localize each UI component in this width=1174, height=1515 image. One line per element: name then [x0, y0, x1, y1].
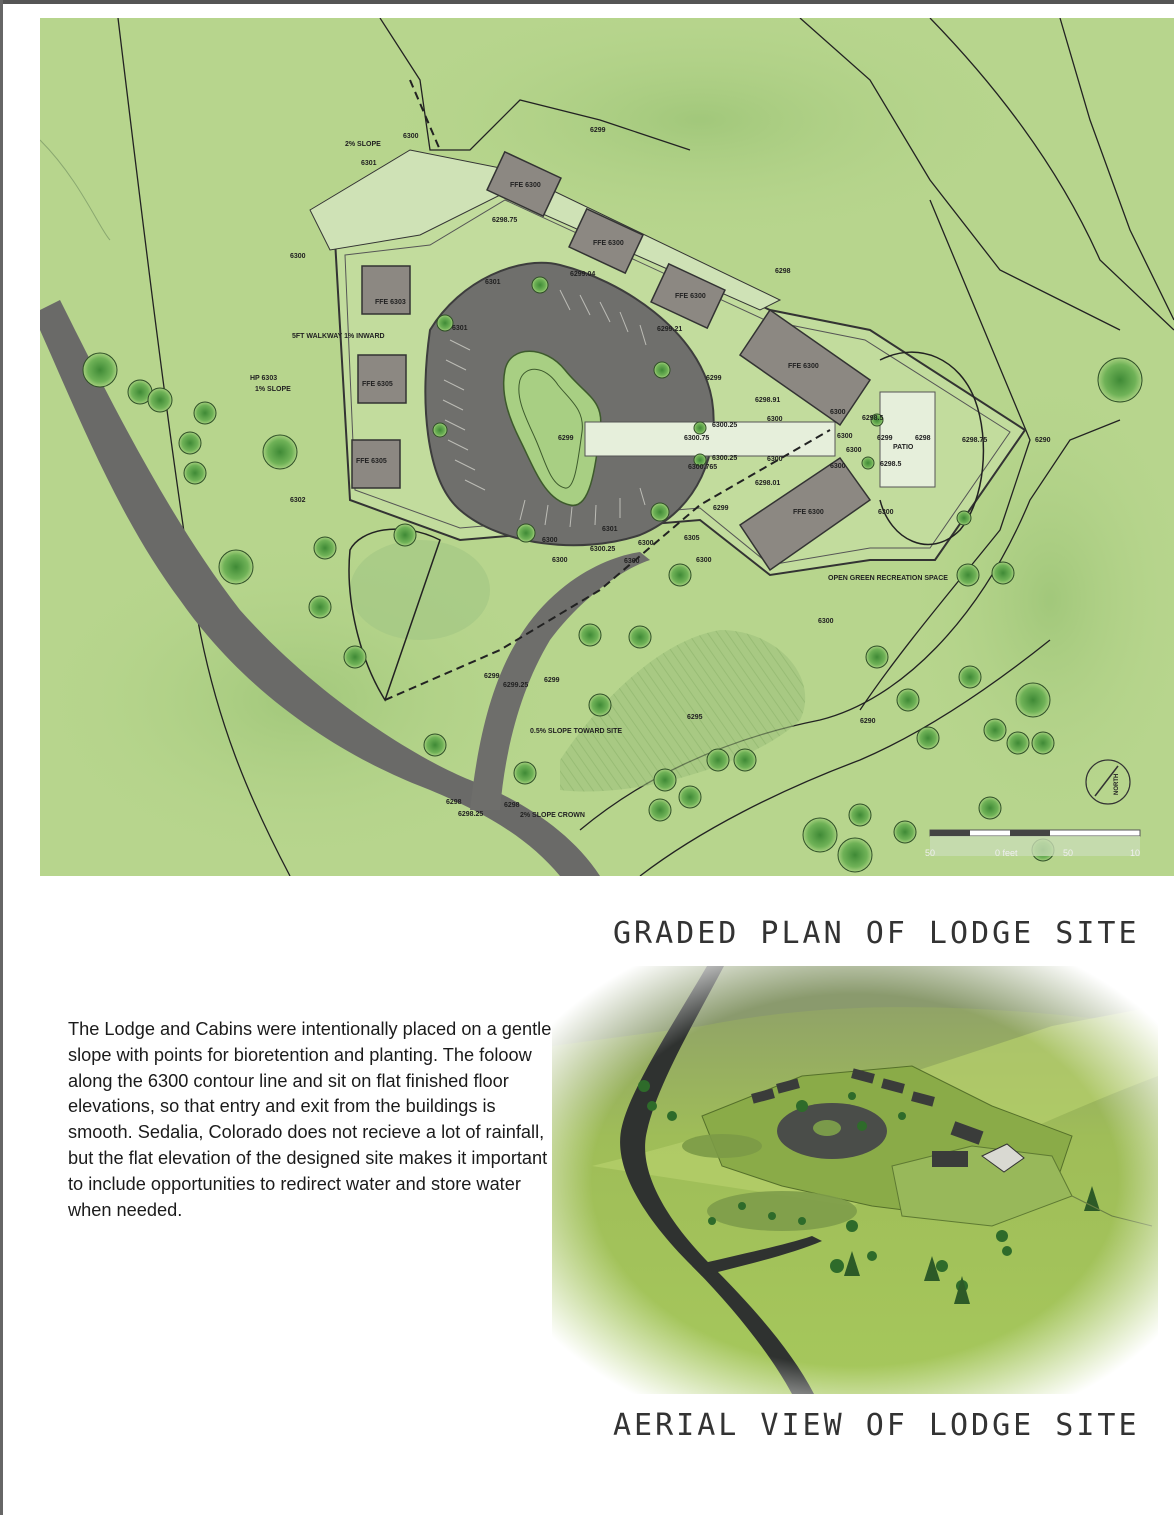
- svg-text:OPEN GREEN RECREATION SPACE: OPEN GREEN RECREATION SPACE: [828, 575, 948, 582]
- svg-text:6301: 6301: [485, 279, 501, 286]
- svg-text:6299: 6299: [544, 677, 560, 684]
- svg-text:6298: 6298: [775, 268, 791, 275]
- aerial-view-image: [552, 966, 1158, 1394]
- svg-text:6300.25: 6300.25: [590, 546, 616, 553]
- svg-text:6300: 6300: [542, 537, 558, 544]
- svg-text:6301: 6301: [602, 526, 618, 533]
- svg-text:6300: 6300: [837, 433, 853, 440]
- svg-text:6298: 6298: [446, 799, 462, 806]
- svg-text:FFE 6303: FFE 6303: [375, 299, 406, 306]
- svg-text:2% SLOPE CROWN: 2% SLOPE CROWN: [520, 812, 585, 819]
- aerial-caption: AERIAL VIEW OF LODGE SITE: [613, 1408, 1140, 1443]
- svg-text:HP 6303: HP 6303: [250, 375, 278, 382]
- svg-text:6300: 6300: [830, 463, 846, 470]
- svg-text:6301: 6301: [361, 160, 377, 167]
- svg-text:6299: 6299: [877, 435, 893, 442]
- svg-text:6300: 6300: [818, 618, 834, 625]
- svg-text:6298.25: 6298.25: [458, 811, 484, 818]
- site-description: The Lodge and Cabins were intentionally placed on a gentle slope with points for bioretention and planting. The foloow along the 6300 contour line and sit on flat finished floor elevations, so that entry and exit from the buildings is smooth. Sedalia, Colorado does not recieve a lot of rainfall, but the flat elevation of the designed site makes it important to include opportunities to redirect water and store water when needed.: [68, 1019, 552, 1220]
- svg-text:6299.21: 6299.21: [657, 326, 683, 333]
- svg-text:FFE 6300: FFE 6300: [510, 182, 541, 189]
- svg-text:6300: 6300: [403, 133, 419, 140]
- svg-text:FFE 6300: FFE 6300: [788, 363, 819, 370]
- svg-text:FFE 6300: FFE 6300: [675, 293, 706, 300]
- svg-text:6300.75: 6300.75: [684, 435, 710, 442]
- svg-text:6300: 6300: [552, 557, 568, 564]
- cabin: [362, 266, 410, 314]
- svg-text:0 feet: 0 feet: [995, 848, 1018, 858]
- svg-text:6300: 6300: [624, 558, 640, 565]
- svg-text:6298.01: 6298.01: [755, 480, 781, 487]
- svg-text:50: 50: [1063, 848, 1074, 858]
- cabin: [358, 355, 406, 403]
- svg-text:FFE 6300: FFE 6300: [793, 509, 824, 516]
- svg-text:6299: 6299: [706, 375, 722, 382]
- svg-text:6298.5: 6298.5: [862, 415, 884, 422]
- svg-text:10: 10: [1130, 848, 1141, 858]
- svg-text:6298.5: 6298.5: [880, 461, 902, 468]
- svg-text:FFE 6300: FFE 6300: [593, 240, 624, 247]
- svg-text:6300: 6300: [846, 447, 862, 454]
- svg-text:FFE 6305: FFE 6305: [362, 381, 393, 388]
- svg-text:PATIO: PATIO: [893, 444, 914, 451]
- svg-text:6300: 6300: [290, 253, 306, 260]
- svg-text:5FT WALKWAY 1% INWARD: 5FT WALKWAY 1% INWARD: [292, 333, 385, 340]
- graded-site-plan: [40, 18, 1174, 876]
- svg-text:6290: 6290: [860, 718, 876, 725]
- svg-text:6300.25: 6300.25: [712, 422, 738, 429]
- svg-text:6305: 6305: [684, 535, 700, 542]
- svg-text:6300.25: 6300.25: [712, 455, 738, 462]
- svg-text:6299: 6299: [713, 505, 729, 512]
- svg-text:6298.75: 6298.75: [492, 217, 518, 224]
- svg-text:6302: 6302: [290, 497, 306, 504]
- svg-text:6299.25: 6299.25: [503, 682, 529, 689]
- svg-text:6298: 6298: [504, 802, 520, 809]
- svg-text:6300: 6300: [878, 509, 894, 516]
- left-rule: [0, 0, 3, 1515]
- svg-text:6301: 6301: [452, 325, 468, 332]
- svg-text:6299: 6299: [484, 673, 500, 680]
- svg-text:6300: 6300: [638, 540, 654, 547]
- svg-text:6300: 6300: [830, 409, 846, 416]
- plan-caption: GRADED PLAN OF LODGE SITE: [613, 916, 1140, 951]
- svg-text:6298: 6298: [915, 435, 931, 442]
- scale-bar: [930, 830, 1140, 856]
- svg-text:6300: 6300: [767, 416, 783, 423]
- svg-text:0.5% SLOPE TOWARD SITE: 0.5% SLOPE TOWARD SITE: [530, 728, 623, 735]
- svg-text:1% SLOPE: 1% SLOPE: [255, 386, 291, 393]
- svg-text:6290: 6290: [1035, 437, 1051, 444]
- svg-text:6299.04: 6299.04: [570, 271, 596, 278]
- svg-text:2% SLOPE: 2% SLOPE: [345, 141, 381, 148]
- meadow: [350, 540, 490, 640]
- svg-text:6300.765: 6300.765: [688, 464, 718, 471]
- svg-text:FFE 6305: FFE 6305: [356, 458, 387, 465]
- svg-text:50: 50: [925, 848, 936, 858]
- svg-text:6299: 6299: [590, 127, 606, 134]
- svg-text:6300: 6300: [696, 557, 712, 564]
- svg-text:6300: 6300: [767, 456, 783, 463]
- svg-text:6298.91: 6298.91: [755, 397, 781, 404]
- svg-text:6295: 6295: [687, 714, 703, 721]
- central-promenade: [585, 422, 835, 456]
- svg-text:6298.75: 6298.75: [962, 437, 988, 444]
- svg-text:NORTH: NORTH: [1114, 773, 1120, 795]
- svg-text:6299: 6299: [558, 435, 574, 442]
- top-rule: [0, 0, 1174, 4]
